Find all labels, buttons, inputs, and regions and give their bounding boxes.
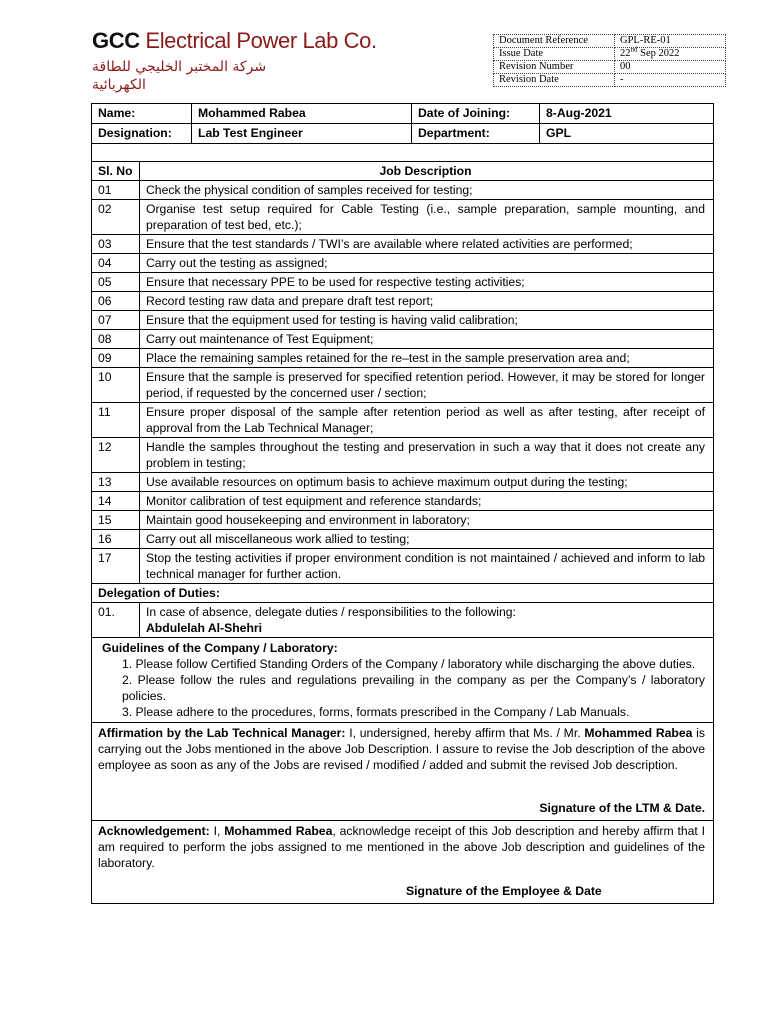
- job-rows: [92, 181, 713, 584]
- employee-signature-label: Signature of the Employee & Date: [406, 884, 602, 898]
- job-text: Ensure that the test standards / TWI’s are available where related activities are performed;: [146, 237, 633, 251]
- job-row: [92, 492, 713, 511]
- job-text: Organise test setup required for Cable Testing (i.e., sample preparation, sample mounting, and preparation of test bed, etc.);: [146, 202, 705, 232]
- job-sl-no: 16: [92, 530, 140, 548]
- ref-row: Document Reference GPL-RE-01: [494, 35, 726, 48]
- guidelines-list: [100, 656, 705, 720]
- job-row: [92, 311, 713, 330]
- job-text: Ensure that necessary PPE to be used for respective testing activities;: [146, 275, 525, 289]
- job-row: [92, 438, 713, 473]
- job-text: Stop the testing activities if proper environment condition is not maintained / achieved and inform to lab technical manager for further action.: [146, 551, 705, 581]
- department-label: Department:: [412, 124, 540, 143]
- job-sl-no: 09: [92, 349, 140, 367]
- job-row: [92, 254, 713, 273]
- doj-label: Date of Joining:: [412, 104, 540, 123]
- job-sl-no: 15: [92, 511, 140, 529]
- guideline-item: 2. Please follow the rules and regulations prevailing in the company as per the Company’s / laboratory policies.: [122, 673, 705, 703]
- job-row: [92, 549, 713, 584]
- job-sl-no: 01: [92, 181, 140, 199]
- job-sl-no: 14: [92, 492, 140, 510]
- header-row-name: [92, 104, 713, 124]
- name-value: Mohammed Rabea: [192, 104, 412, 123]
- job-sl-no: 08: [92, 330, 140, 348]
- job-text: Ensure that the equipment used for testing is having valid calibration;: [146, 313, 518, 327]
- job-sl-no: 10: [92, 368, 140, 402]
- document-reference-table: [493, 34, 726, 87]
- job-sl-no: 06: [92, 292, 140, 310]
- job-row: [92, 200, 713, 235]
- job-row: [92, 330, 713, 349]
- job-sl-no: 07: [92, 311, 140, 329]
- job-row: [92, 530, 713, 549]
- job-sl-no: 02: [92, 200, 140, 234]
- job-row: [92, 292, 713, 311]
- guideline-item: 1. Please follow Certified Standing Orders of the Company / laboratory while discharging the above duties.: [122, 657, 696, 671]
- job-table-header: [92, 162, 713, 181]
- ref-row: Revision Date -: [494, 74, 726, 87]
- job-text: Ensure that the sample is preserved for specified retention period. However, it may be stored for longer period, if requested by the concerned user / section;: [146, 370, 705, 400]
- job-row: [92, 473, 713, 492]
- logo-arabic: شركة المختبر الخليجي للطاقة الكهربائية: [92, 59, 267, 93]
- job-text: Ensure proper disposal of the sample after retention period as well as after testing, after receipt of approval from the Lab Technical Manager;: [146, 405, 705, 435]
- guidelines-section: [92, 638, 713, 723]
- name-label: Name:: [92, 104, 192, 123]
- guidelines-title: Guidelines of the Company / Laboratory:: [102, 641, 338, 655]
- logo-english: GCC Electrical Power Lab Co.: [92, 28, 377, 53]
- job-row: [92, 511, 713, 530]
- sl-no-header: Sl. No: [92, 162, 140, 180]
- job-row: [92, 273, 713, 292]
- job-text: Check the physical condition of samples received for testing;: [146, 183, 473, 197]
- delegation-row: [92, 603, 713, 638]
- job-text: Place the remaining samples retained for the re–test in the sample preservation area and;: [146, 351, 630, 365]
- job-sl-no: 11: [92, 403, 140, 437]
- designation-value: Lab Test Engineer: [192, 124, 412, 143]
- acknowledgement-text: Acknowledgement: I, Mohammed Rabea, acknowledge receipt of this Job description and hereby affirm that I am required to perform the jobs assigned to me mentioned in the above Job description and guidelines of the laboratory.: [98, 824, 706, 870]
- job-sl-no: 03: [92, 235, 140, 253]
- header-row-designation: [92, 124, 713, 144]
- job-row: [92, 349, 713, 368]
- job-row: [92, 235, 713, 254]
- job-description-header: Job Description: [379, 164, 472, 178]
- company-logo: [92, 28, 377, 94]
- job-row: [92, 181, 713, 200]
- ref-row: Issue Date 22nd Sep 2022: [494, 48, 726, 61]
- job-description-form: [91, 103, 714, 904]
- guideline-item: 3. Please adhere to the procedures, forms, formats prescribed in the Company / Lab Manuals.: [122, 705, 630, 719]
- job-row: [92, 368, 713, 403]
- job-row: [92, 403, 713, 438]
- job-text: Monitor calibration of test equipment and reference standards;: [146, 494, 482, 508]
- job-sl-no: 05: [92, 273, 140, 291]
- acknowledgement-section: [92, 821, 713, 903]
- job-sl-no: 04: [92, 254, 140, 272]
- spacer-row: [92, 144, 713, 162]
- job-text: Carry out the testing as assigned;: [146, 256, 328, 270]
- department-value: GPL: [546, 126, 572, 140]
- delegate-name: Abdulelah Al-Shehri: [146, 621, 263, 635]
- affirmation-section: [92, 723, 713, 821]
- job-text: Carry out all miscellaneous work allied to testing;: [146, 532, 410, 546]
- delegation-no: 01.: [92, 603, 140, 637]
- affirmation-text: Affirmation by the Lab Technical Manager: I, undersigned, hereby affirm that Ms. / Mr. Mohammed Rabea is carrying out the Jobs mentioned in the above Job Description. I assure to revise the Job description of the above employee as soon as any of the Jobs are revised / modified / added and submit the revised Job description.: [98, 726, 705, 772]
- job-text: Carry out maintenance of Test Equipment;: [146, 332, 374, 346]
- ref-row: Revision Number 00: [494, 61, 726, 74]
- delegation-title: Delegation of Duties:: [92, 584, 713, 603]
- job-text: Record testing raw data and prepare draft test report;: [146, 294, 434, 308]
- job-sl-no: 17: [92, 549, 140, 583]
- ltm-signature-label: Signature of the LTM & Date.: [539, 801, 705, 815]
- job-sl-no: 12: [92, 438, 140, 472]
- doj-value: 8-Aug-2021: [546, 106, 612, 120]
- designation-label: Designation:: [92, 124, 192, 143]
- job-sl-no: 13: [92, 473, 140, 491]
- job-text: Maintain good housekeeping and environment in laboratory;: [146, 513, 470, 527]
- job-text: Use available resources on optimum basis to achieve maximum output during the testing;: [146, 475, 628, 489]
- job-text: Handle the samples throughout the testing and preservation in such a way that it does not create any problem in testing;: [146, 440, 705, 470]
- delegation-text: In case of absence, delegate duties / responsibilities to the following: Abdulelah Al-Shehri: [140, 603, 713, 637]
